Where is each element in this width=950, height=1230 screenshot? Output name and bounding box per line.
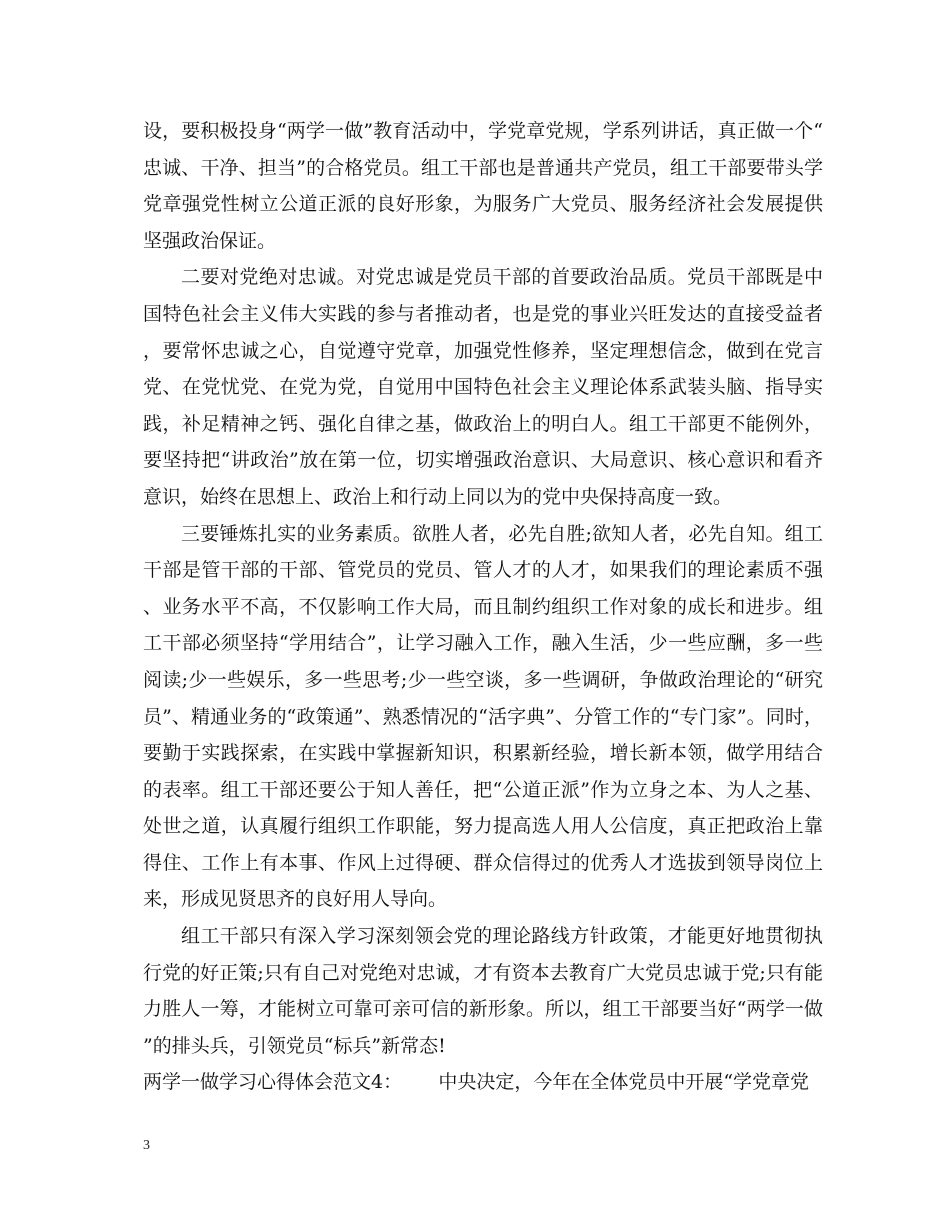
paragraph-3: 三要锤炼扎实的业务素质。欲胜人者，必先自胜;欲知人者，必先自知。组工干部是管干部的干部、管党员的党员、管人才的人才，如果我们的理论素质不强、业务水平不高，不仅影响工作大局，而且制约组织工作对象的成长和进步。组工干部必须坚持“学用结合”，让学习融入工作，融入生活，少一些应酬，多一些阅读;少一些娱乐，多一些思考;少一些空谈，多一些调研，争做政治理论的“研究员”、精通业务的“政策通”、熟悉情况的“活字典”、分管工作的“专门家”。同时，要勤于实践探索，在实践中掌握新知识，积累新经验，增长新本领，做学用结合的表率。组工干部还要公于知人善任，把“公道正派”作为立身之本、为人之基、处世之道，认真履行组织工作职能，努力提高选人用人公信度，真正把政治上靠得住、工作上有本事、作风上过得硬、群众信得过的优秀人才选拔到领导岗位上来，形成见贤思齐的良好用人导向。 <box>143 522 823 911</box>
section-heading-line: 两学一做学习心得体会范文4： 中央决定，今年在全体党员中开展“学党章党 <box>143 1071 810 1094</box>
paragraph-4: 组工干部只有深入学习深刻领会党的理论路线方针政策，才能更好地贯彻执行党的好正策;只有自己对党绝对忠诚，才有资本去教育广大党员忠诚于党;只有能力胜人一筹，才能树立可靠可亲可信的新形象。所以，组工干部要当好“两学一做”的排头兵，引领党员“标兵”新常态! <box>143 925 823 1057</box>
paragraph-1: 设，要积极投身“两学一做”教育活动中，学党章党规，学系列讲话，真正做一个“忠诚、干净、担当”的合格党员。组工干部也是普通共产党员，组工干部要带头学党章强党性树立公道正派的良好形象，为服务广大党员、服务经济社会发展提供坚强政治保证。 <box>143 120 823 252</box>
page-number: 3 <box>143 1138 150 1153</box>
document-body <box>143 113 823 1101</box>
paragraph-2: 二要对党绝对忠诚。对党忠诚是党员干部的首要政治品质。党员干部既是中国特色社会主义伟大实践的参与者推动者，也是党的事业兴旺发达的直接受益者，要常怀忠诚之心，自觉遵守党章，加强党性修养，坚定理想信念，做到在党言党、在党忧党、在党为党，自觉用中国特色社会主义理论体系武装头脑、指导实践，补足精神之钙、强化自律之基，做政治上的明白人。组工干部更不能例外，要坚持把“讲政治”放在第一位，切实增强政治意识、大局意识、核心意识和看齐意识，始终在思想上、政治上和行动上同以为的党中央保持高度一致。 <box>143 266 823 508</box>
